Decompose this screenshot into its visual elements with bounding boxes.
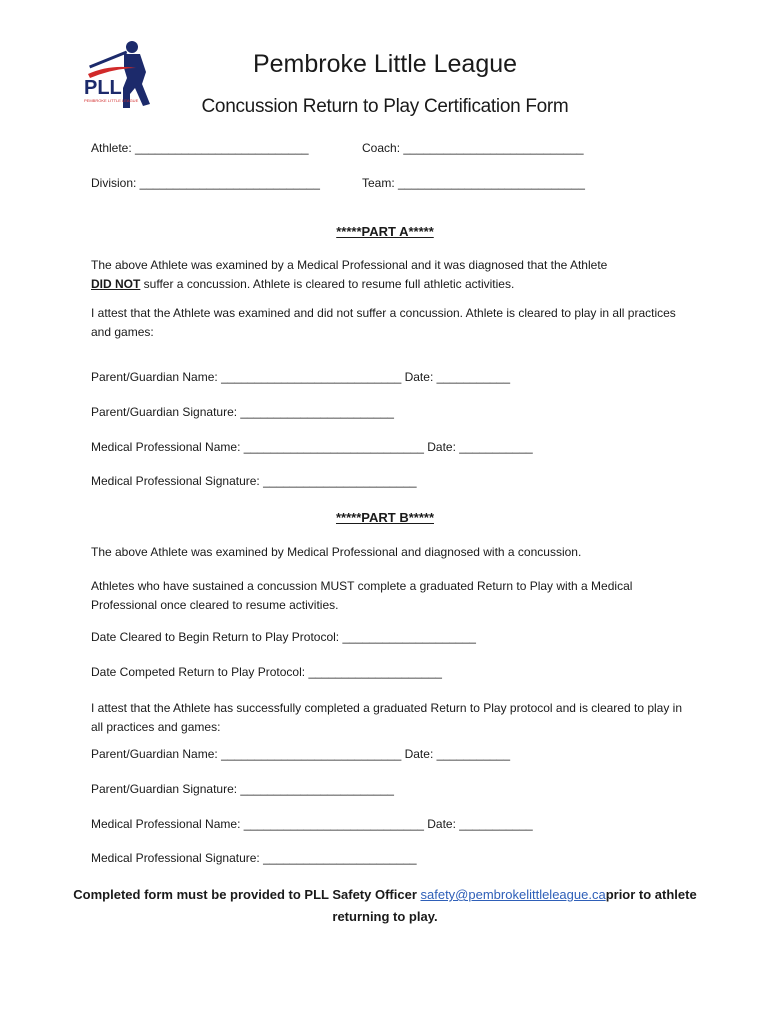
did-not-emphasis: DID NOT	[91, 276, 141, 291]
part-a-parent-signature-field[interactable]: Parent/Guardian Signature: _______________________	[91, 405, 394, 419]
division-field[interactable]: Division: ___________________________	[91, 176, 320, 190]
part-b-paragraph-1: The above Athlete was examined by Medical Professional and diagnosed with a concussion.	[91, 545, 582, 559]
part-a-medical-signature-field[interactable]: Medical Professional Signature: _______________________	[91, 474, 417, 488]
part-b-heading: *****PART B*****	[335, 510, 434, 525]
part-b-paragraph-2: Athletes who have sustained a concussion MUST complete a graduated Return to Play with a Medical Professional once cleared to resume activities.	[91, 579, 633, 612]
footer-text-after: prior to athlete returning to play.	[332, 887, 697, 924]
coach-field[interactable]: Coach: ___________________________	[362, 141, 584, 155]
athlete-field[interactable]: Athlete: __________________________	[91, 141, 309, 155]
part-b-medical-name-field[interactable]: Medical Professional Name: ___________________________ Date: ___________	[91, 817, 533, 831]
pll-logo	[80, 38, 158, 112]
part-b-parent-signature-field[interactable]: Parent/Guardian Signature: _______________________	[91, 782, 394, 796]
footer-notice	[70, 884, 700, 928]
part-b-paragraph-3: I attest that the Athlete has successfully completed a graduated Return to Play protocol and is cleared to play in all practices and games:	[91, 701, 683, 734]
date-begin-protocol-field[interactable]: Date Cleared to Begin Return to Play Protocol: ____________________	[91, 630, 476, 644]
part-a-p1-line1: The above Athlete was examined by a Medical Professional and it was diagnosed that the Athlete	[91, 258, 608, 272]
footer-text-before: Completed form must be provided to PLL Safety Officer	[73, 887, 421, 902]
part-a-heading: *****PART A*****	[336, 224, 434, 239]
part-b-medical-signature-field[interactable]: Medical Professional Signature: _______________________	[91, 851, 417, 865]
logo-subtext: PEMBROKE LITTLE LEAGUE	[84, 98, 139, 103]
page-title: Pembroke Little League	[252, 50, 518, 78]
safety-officer-email-link[interactable]: safety@pembrokelittleleague.ca	[420, 887, 606, 902]
part-a-medical-name-field[interactable]: Medical Professional Name: ___________________________ Date: ___________	[91, 440, 533, 454]
team-field[interactable]: Team: ____________________________	[362, 176, 585, 190]
logo-letters: PLL	[84, 77, 122, 99]
part-a-p1-line2: suffer a concussion. Athlete is cleared to resume full athletic activities.	[140, 276, 515, 291]
form-subtitle: Concussion Return to Play Certification Form	[201, 96, 569, 117]
date-completed-protocol-field[interactable]: Date Competed Return to Play Protocol: ____________________	[91, 665, 442, 679]
part-a-parent-name-field[interactable]: Parent/Guardian Name: ___________________________ Date: ___________	[91, 370, 511, 384]
part-a-paragraph-1	[91, 256, 691, 293]
part-a-paragraph-2: I attest that the Athlete was examined and did not suffer a concussion. Athlete is cleared to play in all practices and games:	[91, 306, 676, 339]
part-b-parent-name-field[interactable]: Parent/Guardian Name: ___________________________ Date: ___________	[91, 747, 511, 761]
